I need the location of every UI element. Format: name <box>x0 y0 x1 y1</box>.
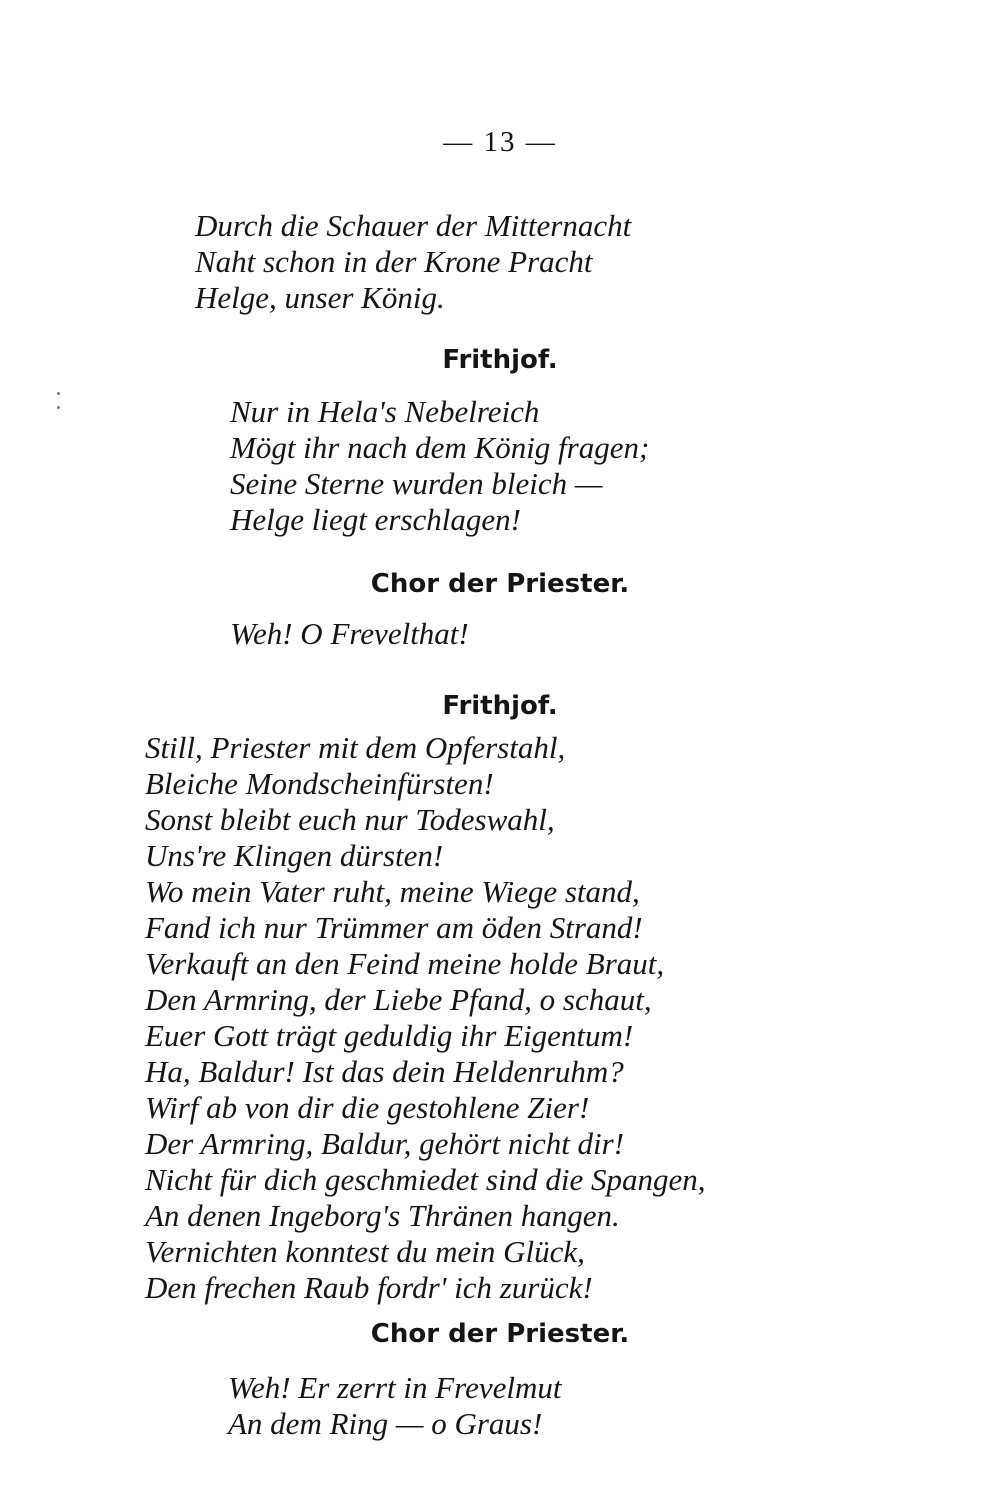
verse-line: Wo mein Vater ruht, meine Wiege stand, <box>145 874 640 909</box>
verse-block <box>230 394 649 538</box>
verse-line: Weh! Er zerrt in Frevelmut <box>228 1370 562 1405</box>
verse-line: Uns're Klingen dürsten! <box>145 838 444 873</box>
verse-line: Wirf ab von dir die gestohlene Zier! <box>145 1090 590 1125</box>
verse-line: Naht schon in der Krone Pracht <box>195 244 593 279</box>
verse-line: An denen Ingeborg's Thränen hangen. <box>145 1198 620 1233</box>
verse-line: Mögt ihr nach dem König fragen; <box>230 430 650 465</box>
verse-line: Den Armring, der Liebe Pfand, o schaut, <box>145 982 652 1017</box>
verse-line: Helge, unser König. <box>195 280 445 315</box>
stray-print-mark <box>57 406 60 409</box>
verse-line: Verkauft an den Feind meine holde Braut, <box>145 946 665 981</box>
verse-line: Seine Sterne wurden bleich — <box>230 466 603 501</box>
verse-line: Durch die Schauer der Mitternacht <box>195 208 632 243</box>
verse-line: Den frechen Raub fordr' ich zurück! <box>145 1270 593 1305</box>
verse-line: Bleiche Mondscheinfürsten! <box>145 766 494 801</box>
verse-block <box>145 730 705 1306</box>
verse-block <box>228 1370 561 1442</box>
verse-line: Weh! O Frevelthat! <box>230 616 469 651</box>
verse-line: Sonst bleibt euch nur Todeswahl, <box>145 802 555 837</box>
verse-line: Vernichten konntest du mein Glück, <box>145 1234 585 1269</box>
verse-line: Nicht für dich geschmiedet sind die Spangen, <box>145 1162 706 1197</box>
verse-line: Der Armring, Baldur, gehört nicht dir! <box>145 1126 625 1161</box>
verse-line: Helge liegt erschlagen! <box>230 502 521 537</box>
speaker-heading: Frithjof. <box>442 691 558 721</box>
speaker-heading: Frithjof. <box>442 345 558 375</box>
verse-line: Euer Gott trägt geduldig ihr Eigentum! <box>145 1018 634 1053</box>
verse-line: Still, Priester mit dem Opferstahl, <box>145 730 566 765</box>
stray-print-mark <box>57 392 60 395</box>
speaker-heading: Chor der Priester. <box>370 569 630 599</box>
speaker-heading: Chor der Priester. <box>370 1319 630 1349</box>
verse-line: Ha, Baldur! Ist das dein Heldenruhm? <box>145 1054 624 1089</box>
page-number: — 13 — <box>443 126 557 158</box>
verse-block <box>230 616 469 652</box>
verse-line: Fand ich nur Trümmer am öden Strand! <box>145 910 643 945</box>
verse-block <box>195 208 631 316</box>
verse-line: Nur in Hela's Nebelreich <box>230 394 540 429</box>
verse-line: An dem Ring — o Graus! <box>228 1406 543 1441</box>
